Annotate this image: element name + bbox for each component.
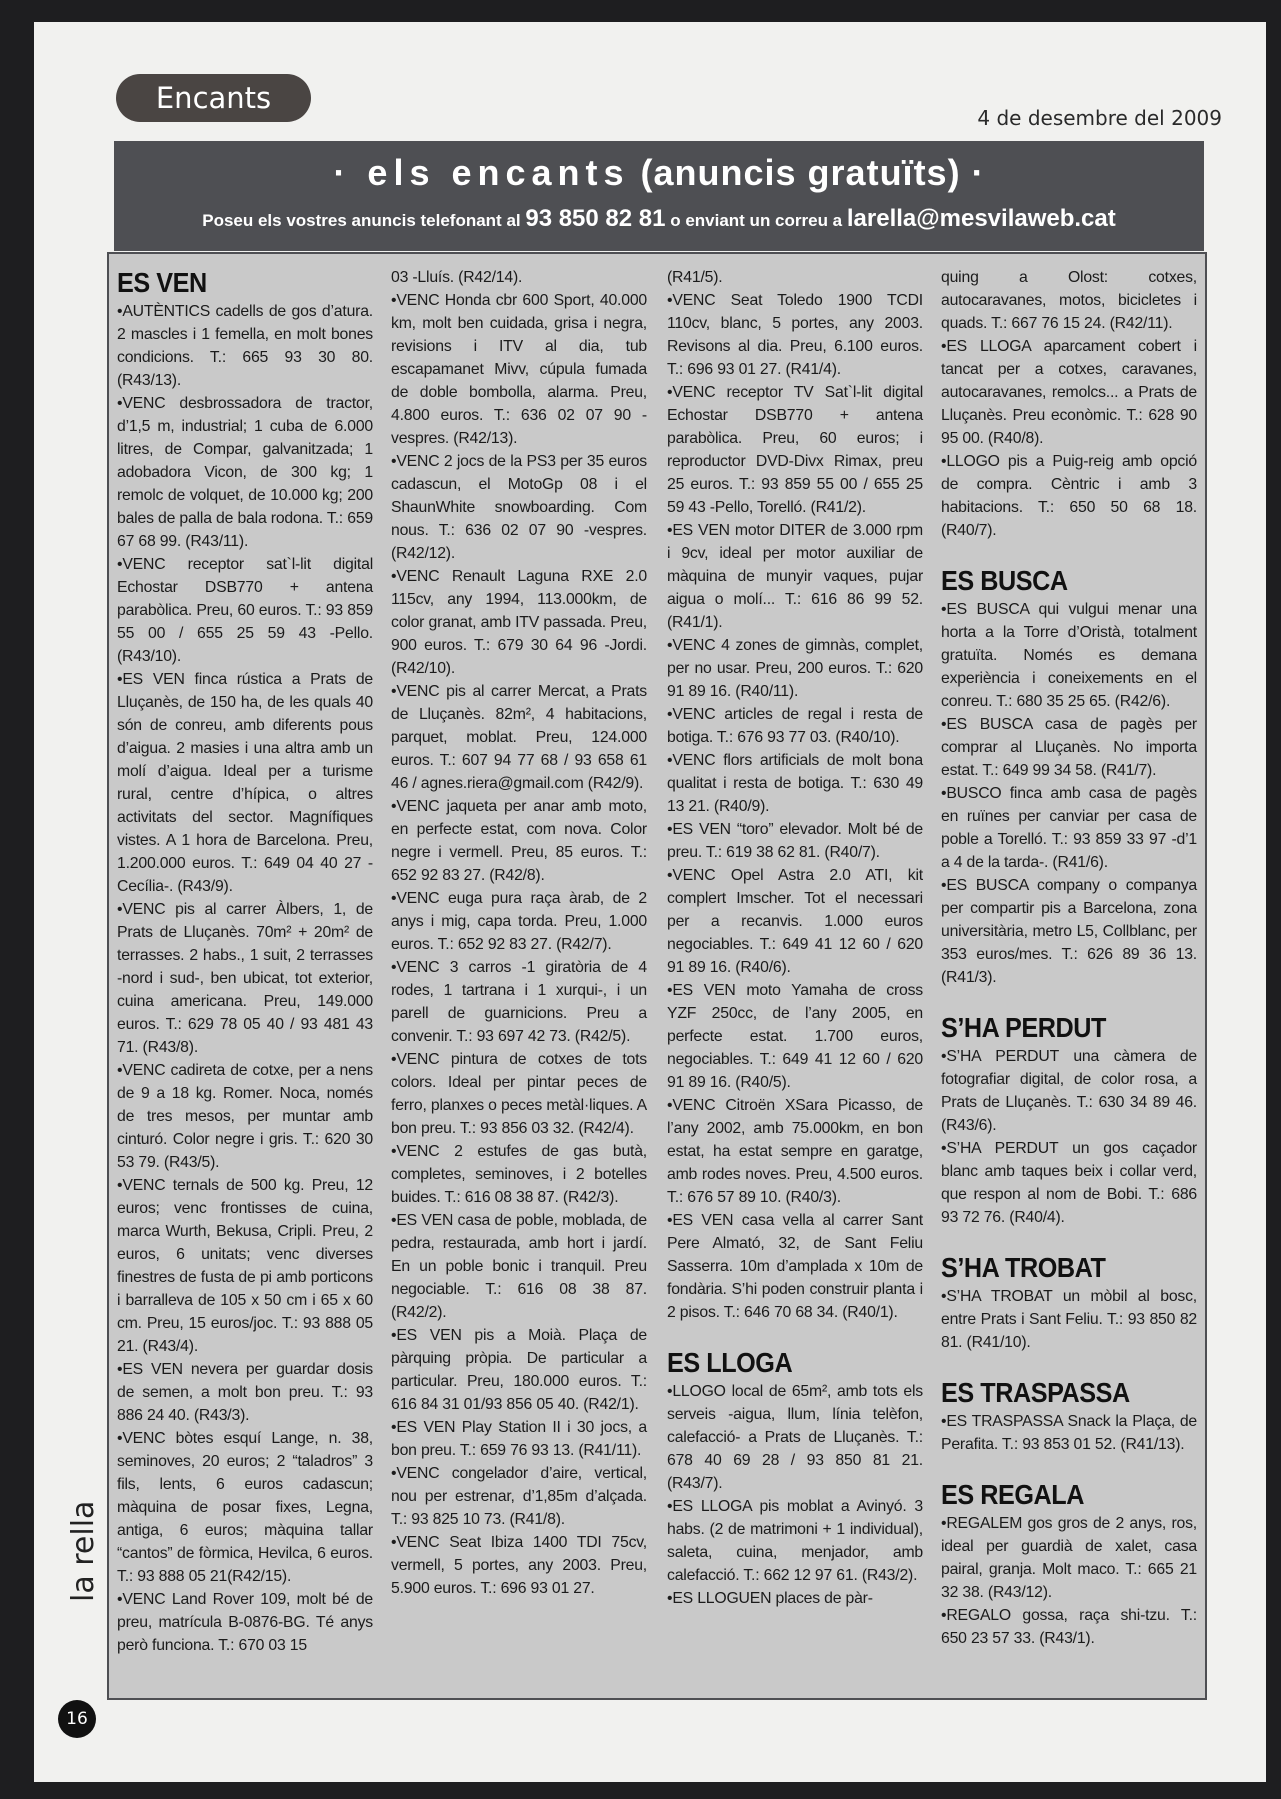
classified-ad: •REGALEM gos gros de 2 anys, ros, ideal per guardià de xalet, casa pairal, granja. Molt maco. T.: 665 21 32 38. (R43/12). xyxy=(941,1515,1197,1601)
column-3 xyxy=(667,266,923,1610)
column-2 xyxy=(391,266,647,1600)
classified-ad: •ES VEN Play Station II i 30 jocs, a bon preu. T.: 659 76 93 13. (R41/11). xyxy=(391,1419,647,1459)
classified-ad: •VENC Renault Laguna RXE 2.0 115cv, any 1994, 113.000km, de color granat, amb ITV passada. Preu, 900 euros. T.: 679 30 64 96 -Jordi. (R42/10). xyxy=(391,568,647,677)
page-number: 16 xyxy=(58,1700,96,1738)
classified-ad: •VENC congelador d’aire, vertical, nou per estrenar, d’1,85m d’alçada. T.: 93 825 10 73. (R41/8). xyxy=(391,1465,647,1528)
classified-ad: •VENC jaqueta per anar amb moto, en perfecte estat, com nova. Color negre i vermell. Preu, 85 euros. T.: 652 92 83 27. (R42/8). xyxy=(391,798,647,884)
classified-ad: •ES VEN moto Yamaha de cross YZF 250cc, de l’any 2005, en perfecte estat. 1.700 euros, negociables. T.: 649 41 12 60 / 620 91 89 16. (R40/5). xyxy=(667,982,923,1091)
classified-ad: •ES LLOGA aparcament cobert i tancat per a cotxes, caravanes, autocaravanes, remolcs... a Prats de Lluçanès. Preu econòmic. T.: 628 90 95 00. (R40/8). xyxy=(941,338,1197,447)
classified-ad: •VENC pintura de cotxes de tots colors. Ideal per pintar peces de ferro, planxes o peces metàl·liques. A bon preu. T.: 93 856 03 32. (R42/4). xyxy=(391,1051,647,1137)
banner-text-b: o enviant un correu a xyxy=(665,211,847,230)
section-heading: S’HA TROBAT xyxy=(941,1252,1106,1283)
section-spacer xyxy=(941,1354,1197,1376)
classified-ad: •VENC receptor TV Sat`l-lit digital Echostar DSB770 + antena parabòlica. Preu, 60 euros; i reproductor DVD-Divx Rimax, preu 25 euros. T.: 93 859 55 00 / 655 25 59 43 -Pello, Torelló. (R41/2). xyxy=(667,384,923,516)
classified-ad: •ES LLOGUEN places de pàr- xyxy=(667,1590,873,1607)
banner-email[interactable]: larella@mesvilaweb.cat xyxy=(846,205,1116,232)
banner-title-main: · els encants xyxy=(333,152,630,193)
classified-ad: •S’HA PERDUT una càmera de fotografiar digital, de color rosa, a Prats de Lluçanès. T.: 630 34 89 46. (R43/6). xyxy=(941,1048,1197,1134)
section-heading: ES BUSCA xyxy=(941,565,1068,596)
classified-ad: •ES VEN “toro” elevador. Molt bé de preu. T.: 619 38 62 81. (R40/7). xyxy=(667,821,923,861)
classified-ad: •LLOGO pis a Puig-reig amb opció de compra. Cèntric i amb 3 habitacions. T.: 650 50 68 18. (R40/7). xyxy=(941,453,1197,539)
classified-ad: •REGALO gossa, raça shi-tzu. T.: 650 23 57 33. (R43/1). xyxy=(941,1607,1197,1647)
section-heading: S’HA PERDUT xyxy=(941,1012,1106,1043)
classified-ad: •VENC Seat Ibiza 1400 TDI 75cv, vermell, 5 portes, any 2003. Preu, 5.900 euros. T.: 696 93 01 27. xyxy=(391,1534,647,1597)
classifieds-banner xyxy=(114,141,1204,251)
section-heading: ES VEN xyxy=(117,267,207,298)
classified-ad: •VENC articles de regal i resta de botiga. T.: 676 93 77 03. (R40/10). xyxy=(667,706,923,746)
classified-ad: •VENC 3 carros -1 giratòria de 4 rodes, 1 tartrana i 1 xurqui-, i un parell de guarnicions. Preu a convenir. T.: 93 697 42 73. (R42/5). xyxy=(391,959,647,1045)
classified-ad: •ES BUSCA qui vulgui menar una horta a la Torre d’Oristà, totalment gratuïta. Només es demana experiència i coneixements en el conreu. T.: 680 35 25 65. (R42/6). xyxy=(941,601,1197,710)
classified-ad: (R41/5). xyxy=(667,269,723,286)
classified-ad: •VENC 2 estufes de gas butà, completes, seminoves, i 2 botelles buides. T.: 616 08 38 87. (R42/3). xyxy=(391,1143,647,1206)
classified-ad: quing a Olost: cotxes, autocaravanes, motos, bicicletes i quads. T.: 667 76 15 24. (R42/11). xyxy=(941,269,1197,332)
classified-ad: •VENC flors artificials de molt bona qualitat i resta de botiga. T.: 630 49 13 21. (R40/9). xyxy=(667,752,923,815)
banner-text-a: Poseu els vostres anuncis telefonant al xyxy=(202,211,526,230)
banner-title xyxy=(114,141,1204,193)
classified-ad: •VENC Opel Astra 2.0 ATI, kit complert Imscher. Tot el necessari per a recanvis. 1.000 euros negociables. T.: 649 41 12 60 / 620 91 89 16. (R40/6). xyxy=(667,867,923,976)
classified-ad: •LLOGO local de 65m², amb tots els serveis -aigua, llum, línia telèfon, calefacció- a Prats de Lluçanès. T.: 678 40 69 28 / 93 850 81 21. (R43/7). xyxy=(667,1383,923,1492)
section-heading: ES TRASPASSA xyxy=(941,1377,1130,1408)
classified-ad: •ES BUSCA casa de pagès per comprar al Lluçanès. No importa estat. T.: 649 99 34 58. (R41/7). xyxy=(941,716,1197,779)
classified-ad: •VENC euga pura raça àrab, de 2 anys i mig, capa torda. Preu, 1.000 euros. T.: 652 92 83 27. (R42/7). xyxy=(391,890,647,953)
classified-ad: •BUSCO finca amb casa de pagès en ruïnes per canviar per casa de poble a Torelló. T.: 93 859 33 97 -d’1 a 4 de la tarda-. (R41/6). xyxy=(941,785,1197,871)
banner-instructions xyxy=(114,205,1204,233)
classified-ad: 03 -Lluís. (R42/14). xyxy=(391,269,523,286)
classified-ad: •ES VEN finca rústica a Prats de Lluçanès, de 150 ha, de les quals 40 són de conreu, amb diferents pous d’aigua. 2 masies i una altra amb un molí d’aigua. Ideal per a turisme rural, centre d’hípica, o altres activitats del sector. Magnífiques vistes. A 1 hora de Barcelona. Preu, 1.200.000 euros. T.: 649 04 40 27 -Cecília-. (R43/9). xyxy=(117,671,373,895)
column-4 xyxy=(941,266,1197,1650)
section-spacer xyxy=(941,1229,1197,1251)
section-heading: ES REGALA xyxy=(941,1479,1084,1510)
classified-ad: •ES VEN casa vella al carrer Sant Pere Almató, 32, de Sant Feliu Sasserra. 10m d’amplada x 10m de fondària. S’hi poden construir planta i 2 pisos. T.: 646 70 68 34. (R40/1). xyxy=(667,1212,923,1321)
banner-phone: 93 850 82 81 xyxy=(525,205,666,232)
classified-ad: •VENC 4 zones de gimnàs, complet, per no usar. Preu, 200 euros. T.: 620 91 89 16. (R40/11). xyxy=(667,637,923,700)
classified-ad: •VENC cadireta de cotxe, per a nens de 9 a 18 kg. Romer. Noca, només de tres mesos, per muntar amb cinturó. Color negre i gris. T.: 620 30 53 79. (R43/5). xyxy=(117,1062,373,1171)
classified-ad: •VENC pis al carrer Àlbers, 1, de Prats de Lluçanès. 70m² + 20m² de terrasses. 2 habs., 1 suit, 2 terrasses -nord i sud-, ben ubicat, tot exterior, cuina americana. Preu, 149.000 euros. T.: 629 78 05 40 / 93 481 43 71. (R43/8). xyxy=(117,901,373,1056)
classified-ad: •VENC ternals de 500 kg. Preu, 12 euros; venc frontisses de cuina, marca Wurth, Bekusa, Cripli. Preu, 2 euros, 6 unitats; venc diverses finestres de fusta de pi amb porticons i barralleva de 105 x 50 cm i 65 x 60 cm. Preu, 15 euros/joc. T.: 93 888 05 21. (R43/4). xyxy=(117,1177,373,1355)
section-spacer xyxy=(941,1456,1197,1478)
section-heading: ES LLOGA xyxy=(667,1347,793,1378)
classified-ad: •VENC Honda cbr 600 Sport, 40.000 km, molt ben cuidada, grisa i negra, revisions i ITV al dia, tub escapamanet Mivv, cúpula fumada de doble bombolla, alarma. Preu, 4.800 euros. T.: 636 02 07 90 -vespres. (R42/13). xyxy=(391,292,647,447)
column-1 xyxy=(117,266,373,1657)
classified-ad: •S’HA PERDUT un gos caçador blanc amb taques beix i collar verd, que respon al nom de Bobi. T.: 686 93 72 76. (R40/4). xyxy=(941,1140,1197,1226)
section-spacer xyxy=(667,1324,923,1346)
classified-ad: •VENC desbrossadora de tractor, d’1,5 m, industrial; 1 cuba de 6.000 litres, de Compar, galvanitzada; 1 adobadora Vicon, de 300 kg; 1 remolc de volquet, de 10.000 kg; 200 bales de palla de bala rodona. T.: 659 67 68 99. (R43/11). xyxy=(117,395,373,550)
classified-ad: •VENC Land Rover 109, molt bé de preu, matrícula B-0876-BG. Té anys però funciona. T.: 670 03 15 xyxy=(117,1591,373,1654)
classifieds-panel xyxy=(107,252,1207,1700)
classified-ad: •ES VEN nevera per guardar dosis de semen, a molt bon preu. T.: 93 886 24 40. (R43/3). xyxy=(117,1361,373,1424)
classified-ad: •VENC pis al carrer Mercat, a Prats de Lluçanès. 82m², 4 habitacions, parquet, moblat. Preu, 124.000 euros. T.: 607 94 77 68 / 93 658 61 46 / agnes.riera@gmail.com (R42/9). xyxy=(391,683,647,792)
classified-ad: •VENC bòtes esquí Lange, n. 38, seminoves, 20 euros; 2 “taladros” 3 fils, lents, 6 euros cadascun; màquina de posar fixes, Legna, antiga, 6 euros; màquina tallar “cantos” de fòrmica, Hevilca, 6 euros. T.: 93 888 05 21(R42/15). xyxy=(117,1430,373,1585)
classified-ad: •VENC 2 jocs de la PS3 per 35 euros cadascun, el MotoGp 08 i el ShaunWhite snowboarding. Com nous. T.: 636 02 07 90 -vespres. (R42/12). xyxy=(391,453,647,562)
section-label: Encants xyxy=(116,74,311,122)
classified-ad: •AUTÈNTICS cadells de gos d’atura. 2 mascles i 1 femella, en molt bones condicions. T.: 665 93 30 80. (R43/13). xyxy=(117,303,373,389)
classified-ad: •ES VEN motor DITER de 3.000 rpm i 9cv, ideal per motor auxiliar de màquina de munyir vaques, pujar aigua o molí... T.: 616 86 99 52. (R41/1). xyxy=(667,522,923,631)
classified-ad: •ES LLOGA pis moblat a Avinyó. 3 habs. (2 de matrimoni + 1 individual), saleta, cuina, menjador, amb calefacció. T.: 662 12 97 61. (R43/2). xyxy=(667,1498,923,1584)
classified-ad: •VENC Seat Toledo 1900 TCDI 110cv, blanc, 5 portes, any 2003. Revisons al dia. Preu, 6.100 euros. T.: 696 93 01 27. (R41/4). xyxy=(667,292,923,378)
classified-ad: •S’HA TROBAT un mòbil al bosc, entre Prats i Sant Feliu. T.: 93 850 82 81. (R41/10). xyxy=(941,1288,1197,1351)
classified-ad: •ES TRASPASSA Snack la Plaça, de Perafita. T.: 93 853 01 52. (R41/13). xyxy=(941,1413,1197,1453)
classified-ad: •ES VEN casa de poble, moblada, de pedra, restaurada, amb hort i jardí. En un poble bonic i tranquil. Preu negociable. T.: 616 08 38 87. (R42/2). xyxy=(391,1212,647,1321)
section-spacer xyxy=(941,542,1197,564)
issue-date: 4 de desembre del 2009 xyxy=(977,106,1222,130)
classified-ad: •VENC Citroën XSara Picasso, de l’any 2002, amb 75.000km, en bon estat, ha estat sempre en garatge, amb rodes noves. Preu, 4.500 euros. T.: 676 57 89 10. (R40/3). xyxy=(667,1097,923,1206)
page xyxy=(34,22,1266,1782)
section-spacer xyxy=(941,989,1197,1011)
classified-ad: •VENC receptor sat`l-lit digital Echostar DSB770 + antena parabòlica. Preu, 60 euros. T.: 93 859 55 00 / 655 25 59 43 -Pello. (R43/10). xyxy=(117,556,373,665)
banner-title-sub: (anuncis gratuïts) · xyxy=(629,152,985,193)
classified-ad: •ES VEN pis a Moià. Plaça de pàrquing pròpia. De particular a particular. Preu, 180.000 euros. T.: 616 84 31 01/93 856 05 40. (R42/1). xyxy=(391,1327,647,1413)
classified-ad: •ES BUSCA company o companya per compartir pis a Barcelona, zona universitària, metro L5, Collblanc, per 353 euros/mes. T.: 626 89 36 13. (R41/3). xyxy=(941,877,1197,986)
publication-name: la rella xyxy=(66,1500,101,1602)
